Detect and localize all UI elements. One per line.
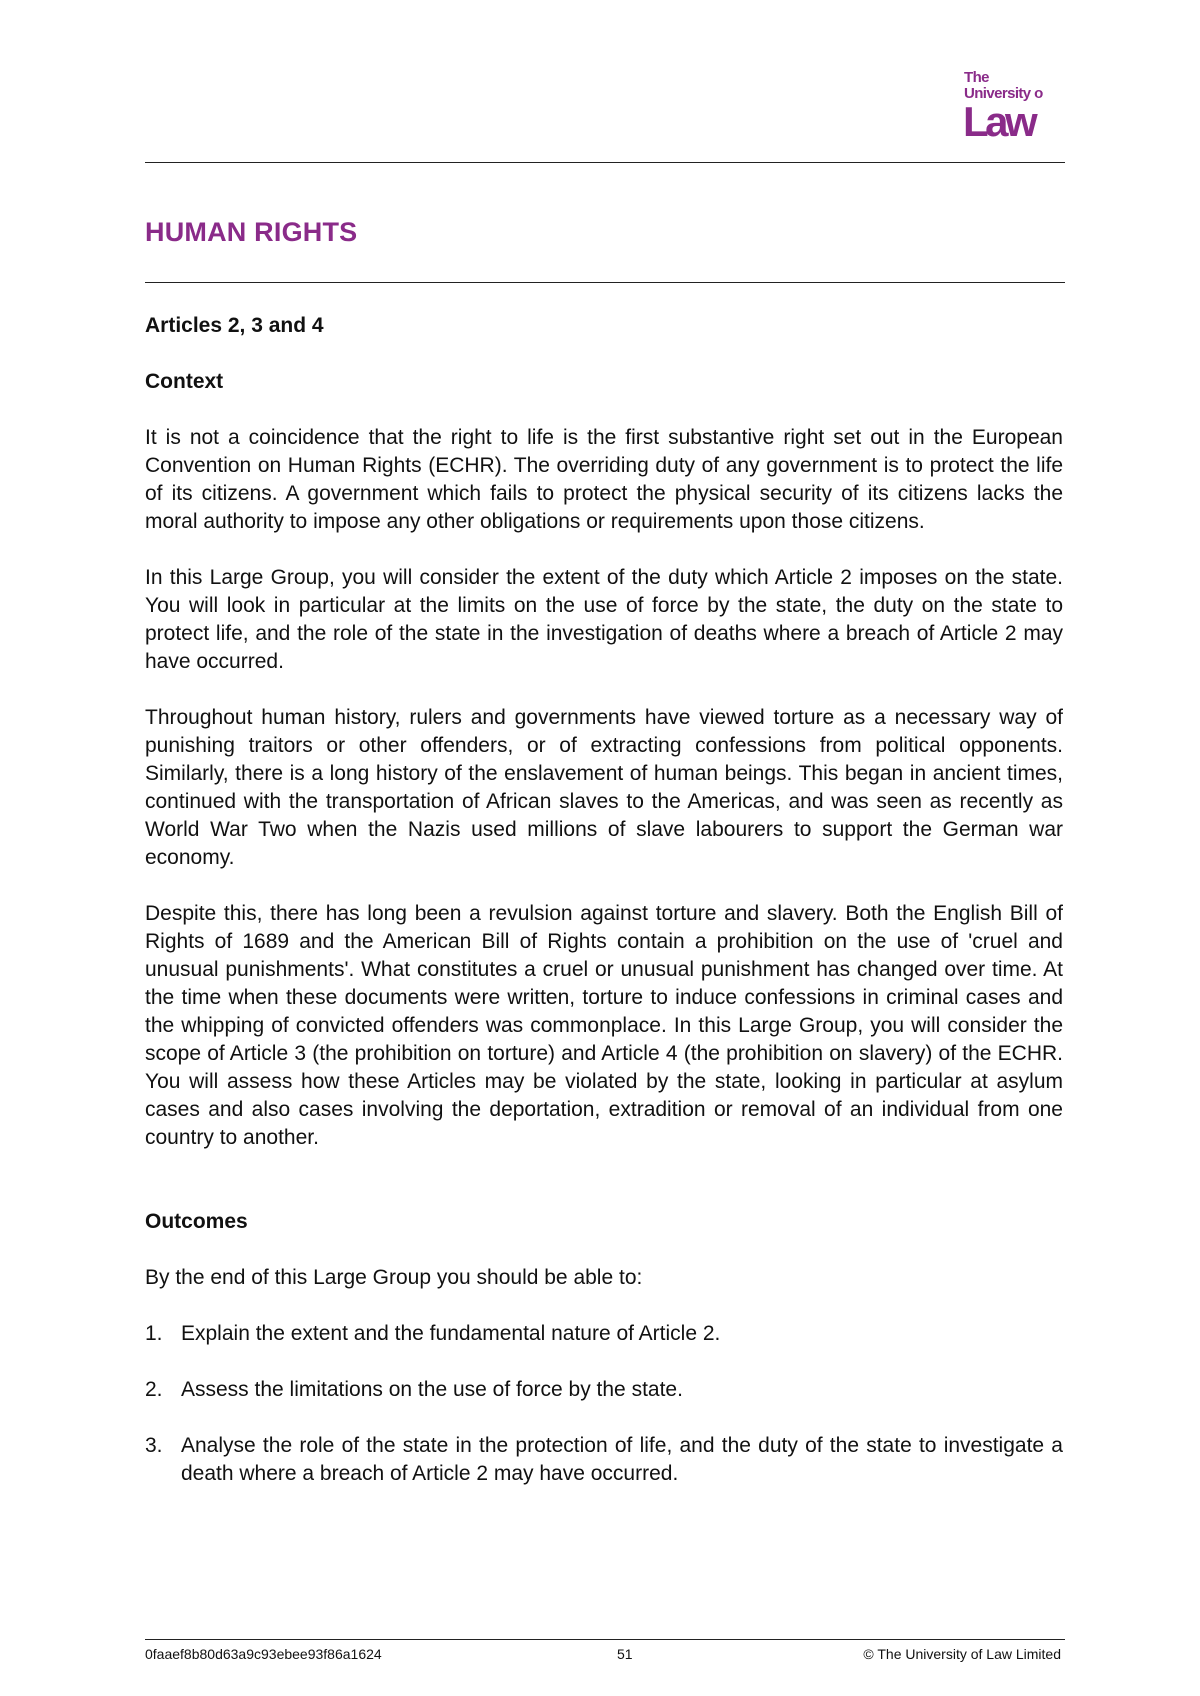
page-footer [145, 1645, 1065, 1665]
context-heading: Context [145, 370, 224, 393]
outcome-text: Analyse the role of the state in the protection of life, and the duty of the state to investigate a death where a breach of Article 2 may have occurred. [181, 1434, 1063, 1485]
footer-copyright: © The University of Law Limited [863, 1646, 1061, 1662]
outcome-number: 3. [145, 1434, 163, 1457]
footer-document-id: 0faaef8b80d63a9c93ebee93f86a1624 [145, 1646, 382, 1662]
university-of-law-logo [964, 68, 1065, 148]
context-paragraph-3: Throughout human history, rulers and governments have viewed torture as a necessary way of punishing traitors or other offenders, or of extracting confessions from political opponents. Similarly, there is a long history of the enslavement of human beings. This began in ancient times, continued with the transportation of African slaves to the Americas, and was seen as recently as World War Two when the Nazis used millions of slave labourers to support the German war economy. [145, 706, 1063, 869]
outcome-text: Assess the limitations on the use of force by the state. [181, 1378, 683, 1401]
document-body [145, 312, 1063, 1488]
subtitle: Articles 2, 3 and 4 [145, 314, 324, 337]
context-paragraph-2: In this Large Group, you will consider the extent of the duty which Article 2 imposes on the state. You will look in particular at the limits on the use of force by the state, the duty on the state to protect life, and the role of the state in the investigation of deaths where a breach of Article 2 may have occurred. [145, 566, 1063, 673]
context-paragraph-1: It is not a coincidence that the right to life is the first substantive right set out in the European Convention on Human Rights (ECHR). The overriding duty of any government is to protect the life of its citizens. A government which fails to protect the physical security of its citizens lacks the moral authority to impose any other obligations or requirements upon those citizens. [145, 426, 1063, 533]
outcomes-intro: By the end of this Large Group you should be able to: [145, 1266, 643, 1289]
header-divider [145, 162, 1065, 163]
logo-line-1: The [964, 69, 989, 86]
context-paragraph-4: Despite this, there has long been a revulsion against torture and slavery. Both the English Bill of Rights of 1689 and the American Bill of Rights contain a prohibition on the use of 'cruel and unusual punishments'. What constitutes a cruel or unusual punishment has changed over time. At the time when these documents were written, torture to induce confessions in criminal cases and the whipping of convicted offenders was commonplace. In this Large Group, you will consider the scope of Article 3 (the prohibition on torture) and Article 4 (the prohibition on slavery) of the ECHR. You will assess how these Articles may be violated by the state, looking in particular at asylum cases and also cases involving the deportation, extradition or removal of an individual from one country to another. [145, 902, 1063, 1149]
outcome-item-1 [145, 1320, 1063, 1348]
outcome-item-3 [145, 1432, 1063, 1488]
outcome-number: 2. [145, 1378, 163, 1401]
logo-line-3: Law [963, 98, 1035, 145]
outcomes-heading: Outcomes [145, 1210, 248, 1233]
title-divider [145, 282, 1065, 283]
outcome-number: 1. [145, 1322, 163, 1345]
outcome-item-2 [145, 1376, 1063, 1404]
page-title: HUMAN RIGHTS [145, 217, 358, 247]
outcome-text: Explain the extent and the fundamental nature of Article 2. [181, 1322, 721, 1345]
logo-line-2: University o [964, 85, 1043, 102]
document-page [145, 0, 1065, 1696]
footer-page-number: 51 [617, 1646, 633, 1662]
footer-divider [145, 1639, 1065, 1640]
